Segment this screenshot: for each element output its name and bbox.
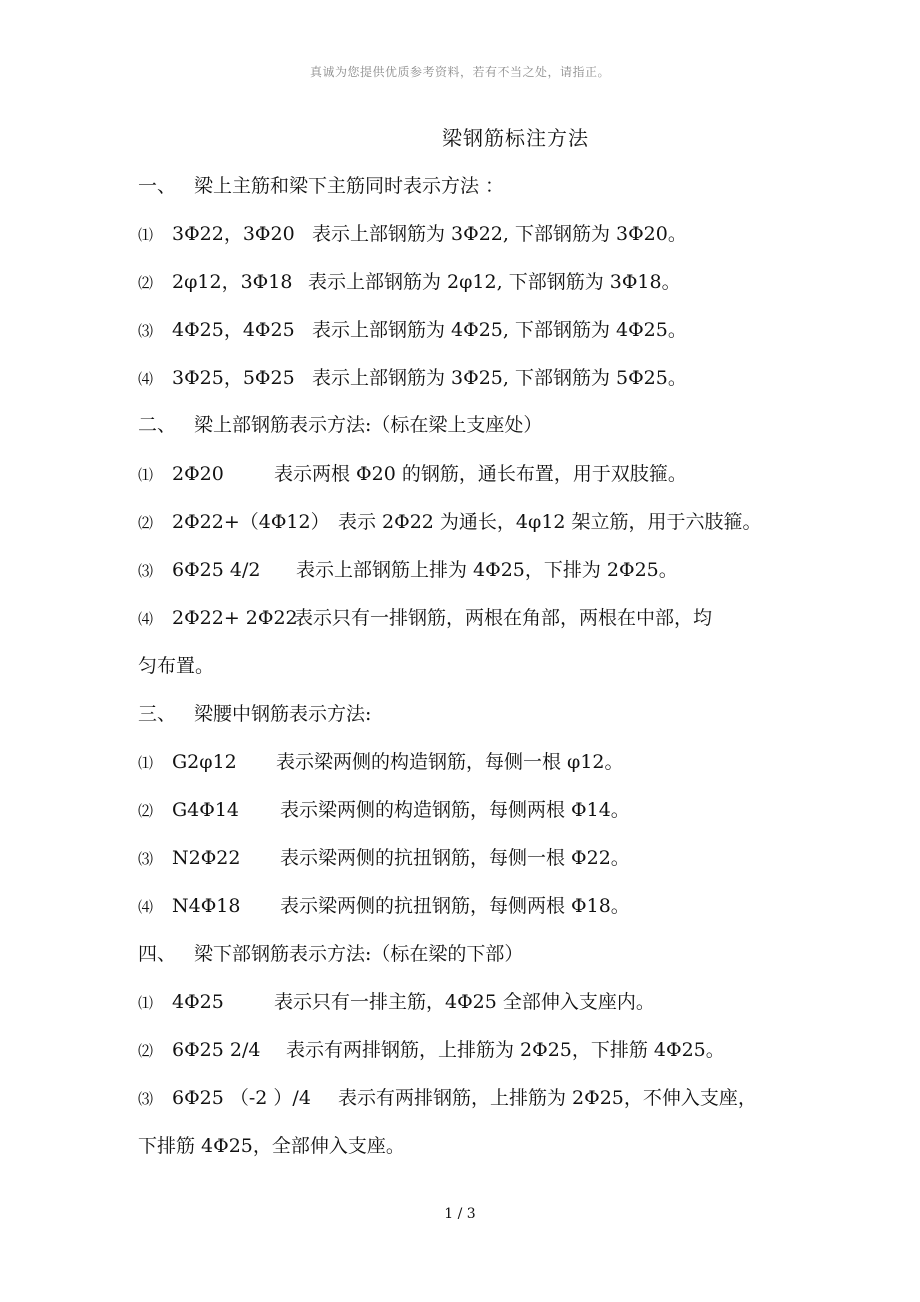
item-desc: 表示有两排钢筋，上排筋为 2Φ25，下排筋 4Φ25。: [286, 1039, 725, 1061]
list-item: [138, 988, 655, 1016]
item-code: 6Φ25 （-2 ）/4: [172, 1087, 311, 1109]
section-index: 一、: [138, 175, 177, 197]
item-desc: 表示梁两侧的构造钢筋，每侧两根 Φ14。: [280, 799, 630, 821]
list-item-continuation: [138, 1132, 405, 1160]
item-code: 4Φ25，4Φ25: [172, 319, 295, 341]
list-item: [138, 748, 624, 776]
section-index: 二、: [138, 414, 177, 436]
item-desc: 表示只有一排钢筋，两根在角部，两根在中部，均: [294, 607, 713, 629]
section-heading-text: 梁下部钢筋表示方法:（标在梁的下部）: [194, 943, 524, 965]
list-item: [138, 460, 687, 488]
item-number: ⑵: [138, 802, 154, 820]
item-desc: 表示上部钢筋为 3Φ25, 下部钢筋为 5Φ25。: [312, 367, 687, 389]
item-number: ⑶: [138, 562, 154, 580]
item-desc-continuation: 下排筋 4Φ25，全部伸入支座。: [138, 1135, 405, 1157]
list-item: [138, 220, 687, 248]
item-code: 2φ12，3Φ18: [172, 271, 293, 293]
item-code: 6Φ25 4/2: [172, 559, 261, 581]
list-item-continuation: [138, 652, 214, 680]
item-number: ⑶: [138, 322, 154, 340]
item-code: G2φ12: [172, 751, 237, 773]
section-heading-2: [138, 411, 542, 439]
item-number: ⑶: [138, 850, 154, 868]
item-code: 3Φ22，3Φ20: [172, 223, 295, 245]
list-item: [138, 796, 630, 824]
list-item: [138, 316, 687, 344]
list-item: [138, 844, 630, 872]
item-number: ⑷: [138, 898, 154, 916]
item-code: 2Φ20: [172, 463, 224, 485]
item-code: 6Φ25 2/4: [172, 1039, 261, 1061]
item-number: ⑷: [138, 370, 154, 388]
section-index: 三、: [138, 703, 177, 725]
section-heading-3: [138, 700, 371, 728]
section-heading-text: 梁上主筋和梁下主筋同时表示方法 ：: [194, 175, 505, 197]
item-code: 4Φ25: [172, 991, 224, 1013]
document-title: 梁钢筋标注方法: [442, 126, 589, 150]
item-desc: 表示梁两侧的抗扭钢筋，每侧两根 Φ18。: [280, 895, 630, 917]
item-code: 2Φ22+（4Φ12）: [172, 511, 330, 533]
item-number: ⑵: [138, 274, 154, 292]
item-desc: 表示上部钢筋为 2φ12, 下部钢筋为 3Φ18。: [308, 271, 681, 293]
item-desc: 表示有两排钢筋，上排筋为 2Φ25，不伸入支座，: [338, 1087, 757, 1109]
item-number: ⑴: [138, 994, 154, 1012]
item-number: ⑴: [138, 754, 154, 772]
section-index: 四、: [138, 943, 177, 965]
item-desc-continuation: 匀布置。: [138, 655, 215, 677]
list-item: [138, 1084, 757, 1112]
item-desc: 表示两根 Φ20 的钢筋，通长布置，用于双肢箍。: [274, 463, 687, 485]
item-code: N2Φ22: [172, 847, 241, 869]
list-item: [138, 1036, 725, 1064]
section-heading-text: 梁腰中钢筋表示方法:: [194, 703, 372, 725]
item-number: ⑶: [138, 1090, 154, 1108]
list-item: [138, 364, 687, 392]
item-code: G4Φ14: [172, 799, 240, 821]
section-heading-text: 梁上部钢筋表示方法:（标在梁上支座处）: [194, 414, 543, 436]
item-desc: 表示梁两侧的构造钢筋，每侧一根 φ12。: [276, 751, 624, 773]
item-desc: 表示只有一排主筋，4Φ25 全部伸入支座内。: [274, 991, 655, 1013]
list-item: [138, 604, 712, 632]
item-desc: 表示上部钢筋为 4Φ25, 下部钢筋为 4Φ25。: [312, 319, 687, 341]
item-number: ⑷: [138, 610, 154, 628]
section-heading-1: [138, 172, 504, 200]
item-code: 3Φ25，5Φ25: [172, 367, 295, 389]
list-item: [138, 892, 630, 920]
page-number: 1 / 3: [444, 1206, 476, 1222]
item-code: 2Φ22+ 2Φ22: [172, 607, 298, 629]
section-heading-4: [138, 940, 523, 968]
item-desc: 表示上部钢筋为 3Φ22, 下部钢筋为 3Φ20。: [312, 223, 687, 245]
item-number: ⑴: [138, 466, 154, 484]
list-item: [138, 508, 762, 536]
item-number: ⑴: [138, 226, 154, 244]
item-code: N4Φ18: [172, 895, 241, 917]
list-item: [138, 556, 678, 584]
list-item: [138, 268, 681, 296]
item-desc: 表示上部钢筋上排为 4Φ25，下排为 2Φ25。: [296, 559, 678, 581]
item-desc: 表示 2Φ22 为通长，4φ12 架立筋，用于六肢箍。: [338, 511, 762, 533]
item-number: ⑵: [138, 1042, 154, 1060]
item-number: ⑵: [138, 514, 154, 532]
watermark-text: 真诚为您提供优质参考资料，若有不当之处，请指正。: [309, 65, 610, 79]
item-desc: 表示梁两侧的抗扭钢筋，每侧一根 Φ22。: [280, 847, 630, 869]
